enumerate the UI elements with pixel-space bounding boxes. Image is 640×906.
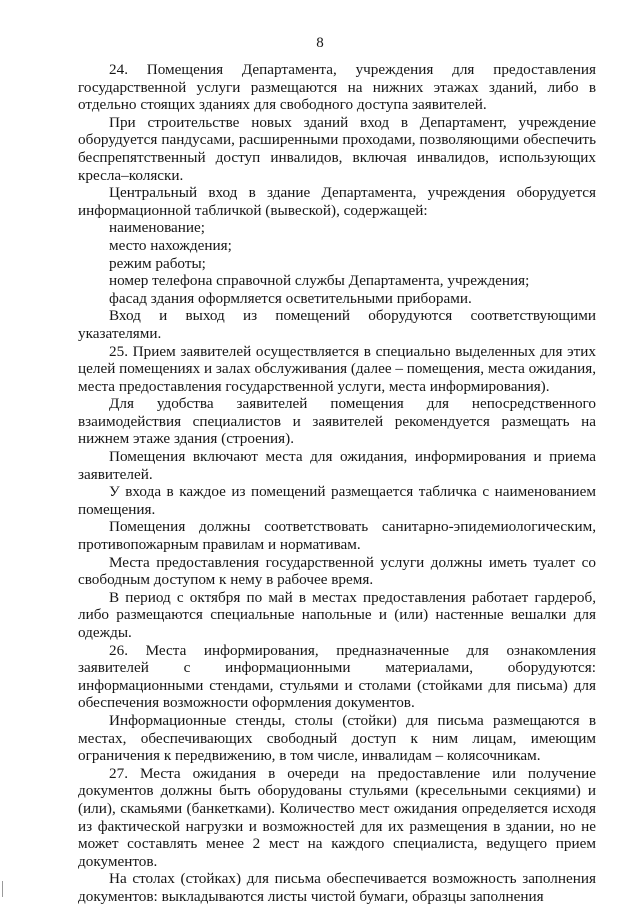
paragraph: На столах (стойках) для письма обеспечивается возможность заполнения документов: выкладываются листы чистой бумаги, образцы заполнения — [78, 870, 596, 905]
list-item: место нахождения; — [109, 236, 232, 254]
paragraph: Информационные стенды, столы (стойки) для письма размещаются в местах, обеспечивающих свободный доступ к ним лицам, имеющим ограничения к передвижению, в том числе, инвалидам – колясочникам. — [78, 711, 596, 765]
paragraph: В период с октября по май в местах предоставления работает гардероб, либо размещаются специальные напольные и (или) настенные вешалки для одежды. — [78, 588, 596, 641]
paragraph: Места предоставления государственной услуги должны иметь туалет со свободным доступом к нему в рабочее время. — [78, 553, 596, 589]
list-item: режим работы; — [109, 254, 206, 272]
paragraph: Центральный вход в здание Департамента, учреждения оборудуется информационной табличкой (вывеской), содержащей: — [78, 184, 596, 219]
page-number: 8 — [316, 35, 324, 51]
document-body — [78, 61, 596, 906]
paragraph: Помещения включают места для ожидания, информирования и приема заявителей. — [78, 448, 596, 483]
list-item: наименование; — [109, 219, 205, 237]
paragraph: 25. Прием заявителей осуществляется в специально выделенных для этих целей помещениях и залах обслуживания (далее – помещения, места ожидания, места предоставления государственной услуги, места информирования). — [78, 342, 597, 395]
paragraph: 27. Места ожидания в очереди на предоставление или получение документов должны быть оборудованы стульями (кресельными секциями) и (или), скамьями (банкетками). Количество мест ожидания определяется исходя из фактической нагрузки и возможностей для их размещения в здании, но не может составлять менее 2 мест на каждого специалиста, ведущего прием документов. — [78, 764, 596, 870]
paragraph: При строительстве новых зданий вход в Департамент, учреждение оборудуется пандусами, расширенными проходами, позволяющими обеспечить беспрепятственный доступ инвалидов, включая инвалидов, использующих кресла–коляски. — [78, 113, 596, 184]
paragraph: 24. Помещения Департамента, учреждения для предоставления государственной услуги размещаются на нижних этажах зданий, либо в отдельно стоящих зданиях для свободного доступа заявителей. — [78, 61, 596, 114]
scan-edge-mark — [2, 881, 10, 897]
list-item: фасад здания оформляется осветительными приборами. — [109, 289, 472, 307]
paragraph: 26. Места информирования, предназначенные для ознакомления заявителей с информационными материалами, оборудуются: информационными стендами, стульями и столами (стойками для письма) для обеспечения возможности оформления документов. — [78, 641, 596, 712]
paragraph: Вход и выход из помещений оборудуются соответствующими указателями. — [78, 307, 596, 342]
paragraph: У входа в каждое из помещений размещается табличка с наименованием помещения. — [78, 483, 596, 518]
list-item: номер телефона справочной службы Департамента, учреждения; — [109, 272, 530, 290]
paragraph: Помещения должны соответствовать санитарно-эпидемиологическим, противопожарным правилам и нормативам. — [78, 518, 596, 554]
paragraph: Для удобства заявителей помещения для непосредственного взаимодействия специалистов и заявителей рекомендуется размещать на нижнем этаже здания (строения). — [78, 395, 596, 448]
